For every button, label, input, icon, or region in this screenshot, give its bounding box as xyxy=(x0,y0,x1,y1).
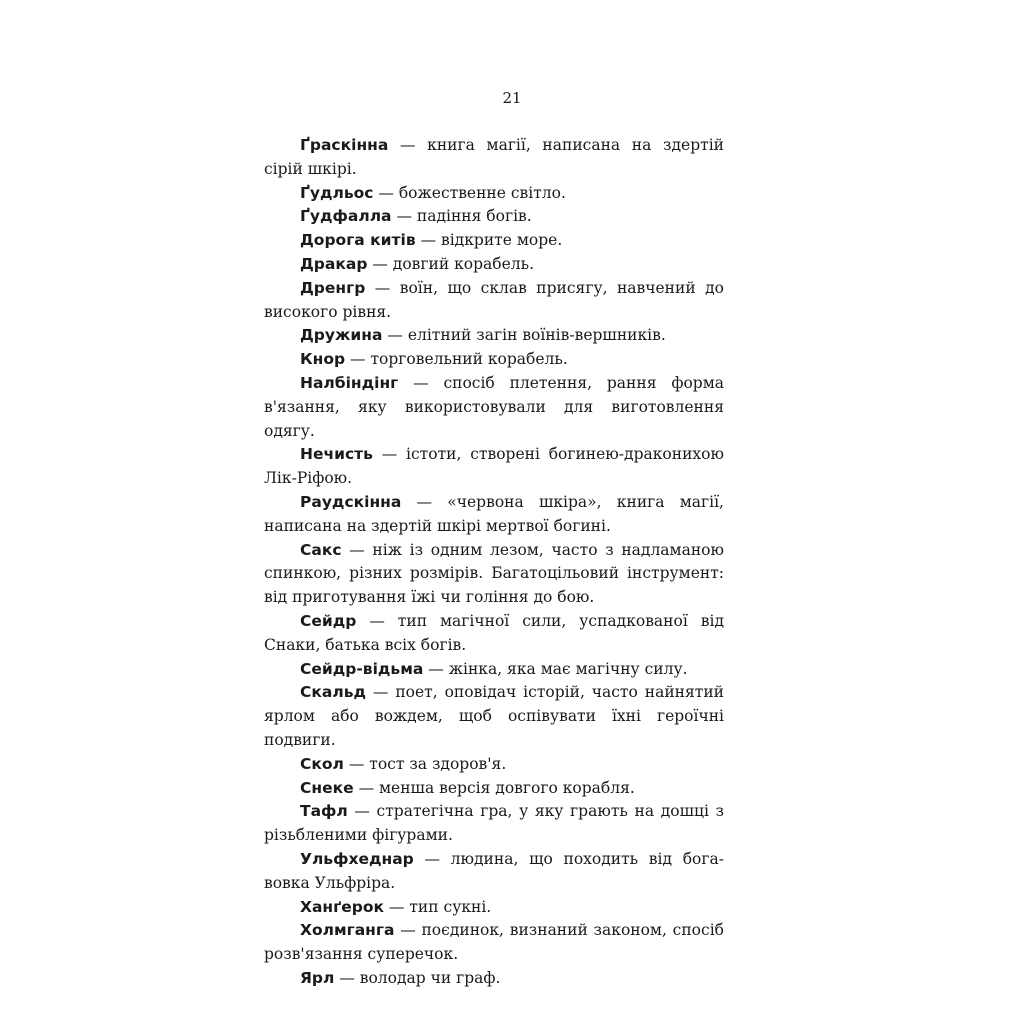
glossary-term: Скальд xyxy=(300,683,367,702)
glossary-term: Налбіндінг xyxy=(300,373,399,392)
glossary-list xyxy=(264,134,724,991)
glossary-entry xyxy=(264,610,724,658)
glossary-entry xyxy=(264,539,724,610)
glossary-term: Скол xyxy=(300,754,344,773)
glossary-definition: — книга магії, написана на здертій сірій шкірі. xyxy=(264,136,724,178)
glossary-definition: — людина, що походить від бога-вовка Ульфріра. xyxy=(264,849,724,892)
glossary-definition: — воїн, що склав присягу, навчений до високого рівня. xyxy=(264,278,724,321)
glossary-term: Ґудфалла xyxy=(300,207,392,226)
glossary-definition: — елітний загін воїнів-вершників. xyxy=(382,326,666,345)
glossary-definition: — «червона шкіра», книга магії, написана на здертій шкірі мертвої богині. xyxy=(264,492,724,535)
glossary-term: Дружина xyxy=(300,326,383,345)
glossary-entry xyxy=(264,324,724,348)
glossary-term: Сакс xyxy=(300,540,342,559)
glossary-definition: — довгий корабель. xyxy=(367,254,535,273)
glossary-definition: — відкрите море. xyxy=(415,231,563,250)
glossary-definition: — тост за здоров'я. xyxy=(343,754,507,773)
glossary-term: Раудскінна xyxy=(300,492,402,511)
glossary-entry xyxy=(264,134,724,182)
glossary-entry xyxy=(264,182,724,206)
glossary-definition: — поєдинок, визнаний законом, спосіб розв'язання суперечок. xyxy=(264,921,724,964)
glossary-definition: — жінка, яка має магічну силу. xyxy=(423,659,688,678)
glossary-definition: — тип сукні. xyxy=(384,897,492,916)
glossary-term: Ханґерок xyxy=(300,897,384,916)
glossary-term: Сейдр xyxy=(300,611,357,630)
glossary-definition: — тип магічної сили, успадкованої від Снаки, батька всіх богів. xyxy=(264,611,724,654)
glossary-definition: — стратегічна гра, у яку грають на дошці з різьбленими фігурами. xyxy=(264,802,724,845)
glossary-term: Дракар xyxy=(300,254,368,273)
glossary-term: Дорога китів xyxy=(300,231,416,250)
glossary-entry xyxy=(264,896,724,920)
glossary-entry xyxy=(264,967,724,991)
glossary-term: Ярл xyxy=(300,968,335,987)
glossary-entry xyxy=(264,205,724,229)
glossary-entry xyxy=(264,491,724,539)
glossary-term: Ульфхеднар xyxy=(300,849,414,868)
glossary-term: Кнор xyxy=(300,350,346,369)
glossary-definition: — ніж із одним лезом, часто з надламаною спинкою, різних розмірів. Багатоцільовий інструмент: від приготування їжі чи гоління до бою. xyxy=(264,540,724,607)
glossary-entry xyxy=(264,348,724,372)
glossary-entry xyxy=(264,229,724,253)
glossary-definition: — поет, оповідач історій, часто найнятий ярлом або вождем, щоб оспівувати їхні героїчні подвиги. xyxy=(264,683,724,749)
glossary-entry xyxy=(264,753,724,777)
glossary-definition: — торговельний корабель. xyxy=(345,350,568,369)
glossary-definition: — істоти, створені богинею-драконихою Лік-Ріфою. xyxy=(264,445,724,488)
glossary-entry xyxy=(264,919,724,967)
glossary-definition: — падіння богів. xyxy=(391,207,532,226)
glossary-entry xyxy=(264,681,724,752)
glossary-term: Тафл xyxy=(300,802,348,821)
page-number: 21 xyxy=(502,89,522,107)
glossary-entry xyxy=(264,800,724,848)
glossary-term: Ґраскінна xyxy=(300,136,389,154)
glossary-term: Холмганга xyxy=(300,921,395,940)
glossary-entry xyxy=(264,253,724,277)
glossary-entry xyxy=(264,848,724,896)
glossary-definition: — божественне світло. xyxy=(373,183,566,202)
glossary-term: Дренгр xyxy=(300,278,366,297)
glossary-definition: — спосіб плетення, рання форма в'язання, яку використовували для виготовлення одягу. xyxy=(264,373,724,440)
glossary-entry xyxy=(264,658,724,682)
glossary-term: Сейдр-відьма xyxy=(300,659,424,678)
glossary-entry xyxy=(264,777,724,801)
glossary-term: Ґудльос xyxy=(300,183,374,202)
glossary-entry xyxy=(264,443,724,491)
glossary-definition: — володар чи граф. xyxy=(334,968,501,987)
glossary-entry xyxy=(264,372,724,443)
glossary-term: Нечисть xyxy=(300,445,373,464)
glossary-entry xyxy=(264,277,724,325)
glossary-term: Снеке xyxy=(300,778,354,797)
glossary-definition: — менша версія довгого корабля. xyxy=(353,778,635,797)
